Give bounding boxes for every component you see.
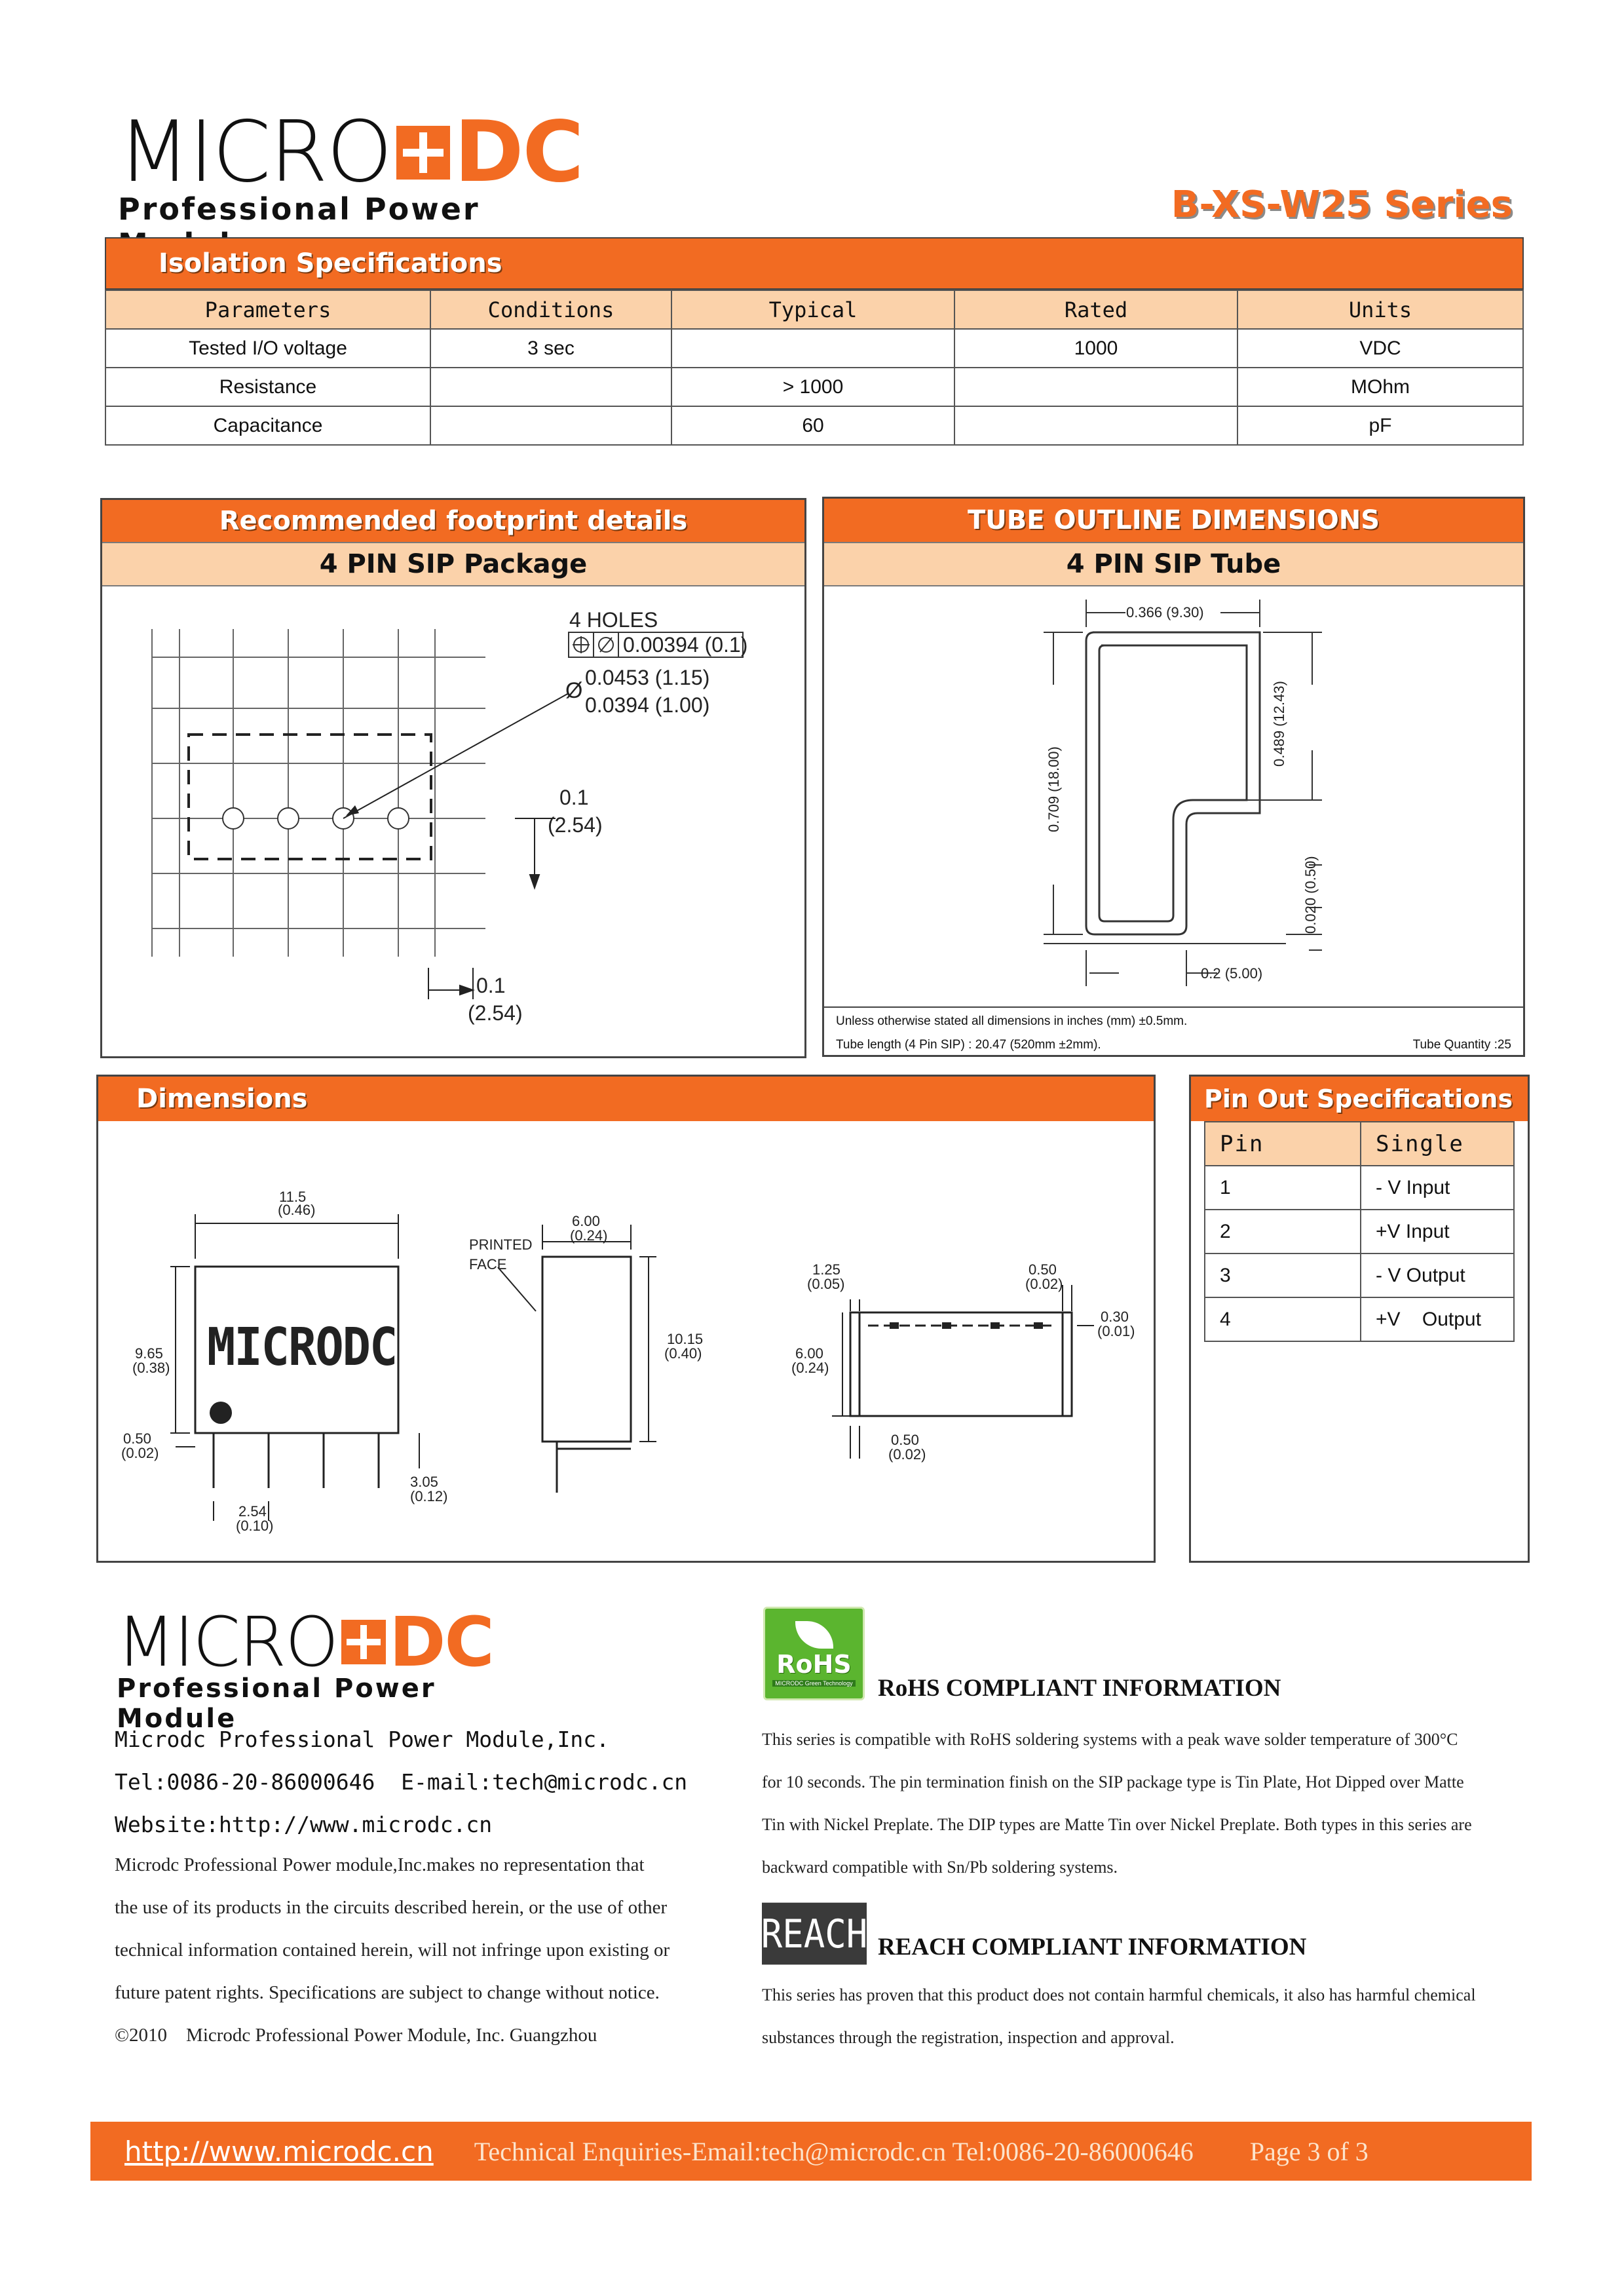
table-cell: 3 sec	[430, 329, 671, 368]
footprint-panel	[100, 498, 806, 1058]
rohs-text	[762, 1730, 1528, 1900]
pitch-v-mm-label: (2.54)	[548, 813, 603, 837]
rohs-line: Tin with Nickel Preplate. The DIP types are Matte Tin over Nickel Preplate. Both types in this series are	[762, 1815, 1472, 1834]
bot-a-in-label: (0.05)	[807, 1276, 845, 1292]
w-top-label: 11.5	[279, 1189, 307, 1205]
table-cell: 1	[1205, 1166, 1361, 1210]
pitch-in-label: (0.10)	[236, 1518, 274, 1534]
printed-label: PRINTED	[469, 1236, 533, 1253]
col-header: Conditions	[430, 290, 671, 329]
col-header: Pin	[1205, 1122, 1361, 1166]
col-header: Units	[1237, 290, 1523, 329]
bot-d-in-label: (0.02)	[888, 1446, 926, 1463]
table-cell: 4	[1205, 1297, 1361, 1341]
tube-lip-label: 0.020 (0.50)	[1302, 856, 1319, 934]
table-cell: VDC	[1237, 329, 1523, 368]
dimensions-panel	[96, 1075, 1156, 1563]
table-cell: 3	[1205, 1253, 1361, 1297]
rohs-line: backward compatible with Sn/Pb soldering systems.	[762, 1858, 1118, 1877]
disclaimer-line: Microdc Professional Power module,Inc.makes no representation that	[115, 1854, 645, 1875]
footer-page: Page 3 of 3	[1249, 2136, 1369, 2166]
col-header: Typical	[671, 290, 954, 329]
pinout-panel	[1189, 1075, 1530, 1563]
footprint-drawing	[102, 586, 804, 1056]
table-cell: +V Output	[1361, 1297, 1514, 1341]
col-header: Single	[1361, 1122, 1514, 1166]
leaf-icon	[795, 1621, 833, 1649]
table-cell: 60	[671, 406, 954, 445]
rohs-badge	[763, 1607, 865, 1700]
hole	[278, 808, 299, 829]
table-row	[1205, 1210, 1514, 1253]
table-cell: Resistance	[105, 368, 430, 406]
table-row	[105, 406, 1523, 445]
pinout-title: Pin Out Specifications	[1191, 1077, 1528, 1121]
footprint-title: Recommended footprint details	[102, 500, 804, 542]
side-h-in-label: (0.40)	[664, 1345, 702, 1362]
footer-logo	[117, 1602, 536, 1734]
table-row	[1205, 1253, 1514, 1297]
face-label: FACE	[469, 1256, 507, 1272]
table-cell	[671, 329, 954, 368]
disclaimer-line: future patent rights. Specifications are subject to change without notice.	[115, 1982, 660, 2003]
table-cell: - V Output	[1361, 1253, 1514, 1297]
tube-base-label: 0.2 (5.00)	[1201, 965, 1263, 982]
table-cell	[954, 368, 1237, 406]
table-cell: MOhm	[1237, 368, 1523, 406]
isolation-title: Isolation Specifications	[105, 237, 1524, 290]
h-left-label: 9.65	[135, 1345, 163, 1362]
rohs-badge-text: RoHS	[776, 1649, 852, 1679]
table-cell: - V Input	[1361, 1166, 1514, 1210]
tube-subtitle: 4 PIN SIP Tube	[824, 542, 1523, 586]
company-website: Website:http://www.microdc.cn	[115, 1812, 493, 1837]
tolerance-label: 0.00394 (0.1)	[623, 633, 748, 657]
bot-b-in-label: (0.02)	[1025, 1276, 1063, 1292]
bot-h-in-label: (0.24)	[791, 1360, 829, 1376]
footprint-subtitle: 4 PIN SIP Package	[102, 542, 804, 586]
table-row	[1205, 1166, 1514, 1210]
logo-plus-icon	[341, 1620, 386, 1664]
footer-bar	[90, 2122, 1532, 2181]
pitch-h-label: 0.1	[476, 974, 506, 997]
pitch-v-label: 0.1	[559, 786, 589, 809]
logo-tail: DC	[454, 104, 583, 201]
gap-label: 0.50	[123, 1430, 151, 1447]
company-contact: Tel:0086-20-86000646 E-mail:tech@microdc.cn	[115, 1769, 688, 1795]
table-cell: 2	[1205, 1210, 1361, 1253]
pinout-table	[1204, 1121, 1515, 1342]
table-cell: pF	[1237, 406, 1523, 445]
hole	[388, 808, 409, 829]
rohs-line: for 10 seconds. The pin termination finish on the SIP package type is Tin Plate, Hot Dipped over Matte	[762, 1772, 1464, 1791]
table-cell: Tested I/O voltage	[105, 329, 430, 368]
side-w-label: 6.00	[572, 1213, 600, 1229]
bot-d-label: 0.50	[891, 1432, 919, 1448]
tube-note1: Unless otherwise stated all dimensions in inches (mm) ±0.5mm.	[836, 1014, 1188, 1028]
reach-line: substances through the registration, inspection and approval.	[762, 2028, 1175, 2047]
table-header-row	[1205, 1122, 1514, 1166]
tube-panel	[822, 497, 1525, 1057]
rohs-badge-sub: MICRODC Green Technology	[772, 1680, 855, 1687]
rohs-line: This series is compatible with RoHS soldering systems with a peak wave solder temperature of 300°C	[762, 1730, 1458, 1749]
pitch-label: 2.54	[238, 1503, 267, 1520]
tube-width-label: 0.366 (9.30)	[1126, 604, 1204, 621]
tube-inner-label: 0.489 (12.43)	[1271, 681, 1287, 767]
tube-quantity: Tube Quantity :25	[1412, 1038, 1511, 1052]
reach-title: REACH COMPLIANT INFORMATION	[878, 1934, 1307, 1961]
table-row	[105, 329, 1523, 368]
reach-badge: REACH	[762, 1903, 867, 1965]
bot-c-in-label: (0.01)	[1097, 1323, 1135, 1339]
table-row	[105, 368, 1523, 406]
logo-tail: DC	[389, 1602, 493, 1682]
dia-symbol: Ø	[565, 678, 583, 703]
table-cell	[430, 406, 671, 445]
hole	[223, 808, 244, 829]
bot-c-label: 0.30	[1101, 1309, 1129, 1325]
logo-word: MICRO	[117, 1602, 338, 1682]
h-left-in-label: (0.38)	[132, 1360, 170, 1376]
dimensions-drawing	[98, 1121, 1154, 1561]
table-cell	[430, 368, 671, 406]
logo-word: MICRO	[118, 104, 392, 201]
tube-drawing	[824, 586, 1523, 1006]
tube-height-label: 0.709 (18.00)	[1046, 746, 1062, 832]
table-cell: 1000	[954, 329, 1237, 368]
tube-notes	[824, 1006, 1523, 1055]
gap-in-label: (0.02)	[121, 1445, 159, 1461]
reach-line: This series has proven that this product does not contain harmful chemicals, it also has harmful chemical	[762, 1985, 1476, 2004]
table-row	[1205, 1297, 1514, 1341]
reach-text	[762, 1985, 1528, 2071]
table-header-row	[105, 290, 1523, 329]
company-name: Microdc Professional Power Module,Inc.	[115, 1727, 609, 1752]
table-cell	[954, 406, 1237, 445]
side-h-label: 10.15	[667, 1331, 704, 1347]
tube-note2: Tube length (4 Pin SIP) : 20.47 (520mm ±2mm).	[836, 1038, 1101, 1052]
logo-subtitle: Professional Power Module	[117, 1674, 436, 1734]
module-body-text: MICRODC	[207, 1316, 397, 1377]
isolation-section	[105, 237, 1524, 446]
table-cell: > 1000	[671, 368, 954, 406]
table-cell: +V Input	[1361, 1210, 1514, 1253]
disclaimer-line: the use of its products in the circuits described herein, or the use of other	[115, 1897, 668, 1918]
isolation-table	[105, 290, 1524, 446]
col-header: Rated	[954, 290, 1237, 329]
disclaimer-line: ©2010 Microdc Professional Power Module, Inc. Guangzhou	[115, 2025, 597, 2046]
dimensions-title: Dimensions	[98, 1077, 1154, 1121]
bot-h-label: 6.00	[795, 1345, 823, 1362]
w-top-in-label: (0.46)	[278, 1202, 316, 1218]
dia-b-label: 0.0394 (1.00)	[585, 693, 710, 717]
pitch-h-mm-label: (2.54)	[468, 1001, 523, 1025]
footer-link[interactable]: http://www.microdc.cn	[124, 2135, 434, 2168]
pin-len-label: 3.05	[410, 1474, 438, 1490]
bot-a-label: 1.25	[812, 1261, 840, 1278]
bot-b-label: 0.50	[1029, 1261, 1057, 1278]
disclaimer-line: technical information contained herein, will not infringe upon existing or	[115, 1940, 670, 1961]
pin-len-in-label: (0.12)	[410, 1488, 448, 1504]
rohs-title: RoHS COMPLIANT INFORMATION	[878, 1675, 1281, 1702]
header-logo	[118, 104, 603, 227]
holes-label: 4 HOLES	[569, 608, 658, 632]
tube-title: TUBE OUTLINE DIMENSIONS	[824, 499, 1523, 542]
series-title: B-XS-W25 Series	[1171, 183, 1513, 226]
side-w-in-label: (0.24)	[570, 1227, 608, 1244]
col-header: Parameters	[105, 290, 430, 329]
logo-plus-icon	[396, 126, 450, 180]
table-cell: Capacitance	[105, 406, 430, 445]
company-info	[115, 1727, 744, 2067]
logo-subtitle: Professional Power	[118, 191, 480, 227]
dia-a-label: 0.0453 (1.15)	[585, 666, 710, 689]
footer-enquiries: Technical Enquiries-Email:tech@microdc.cn Tel:0086-20-86000646	[474, 2136, 1194, 2166]
